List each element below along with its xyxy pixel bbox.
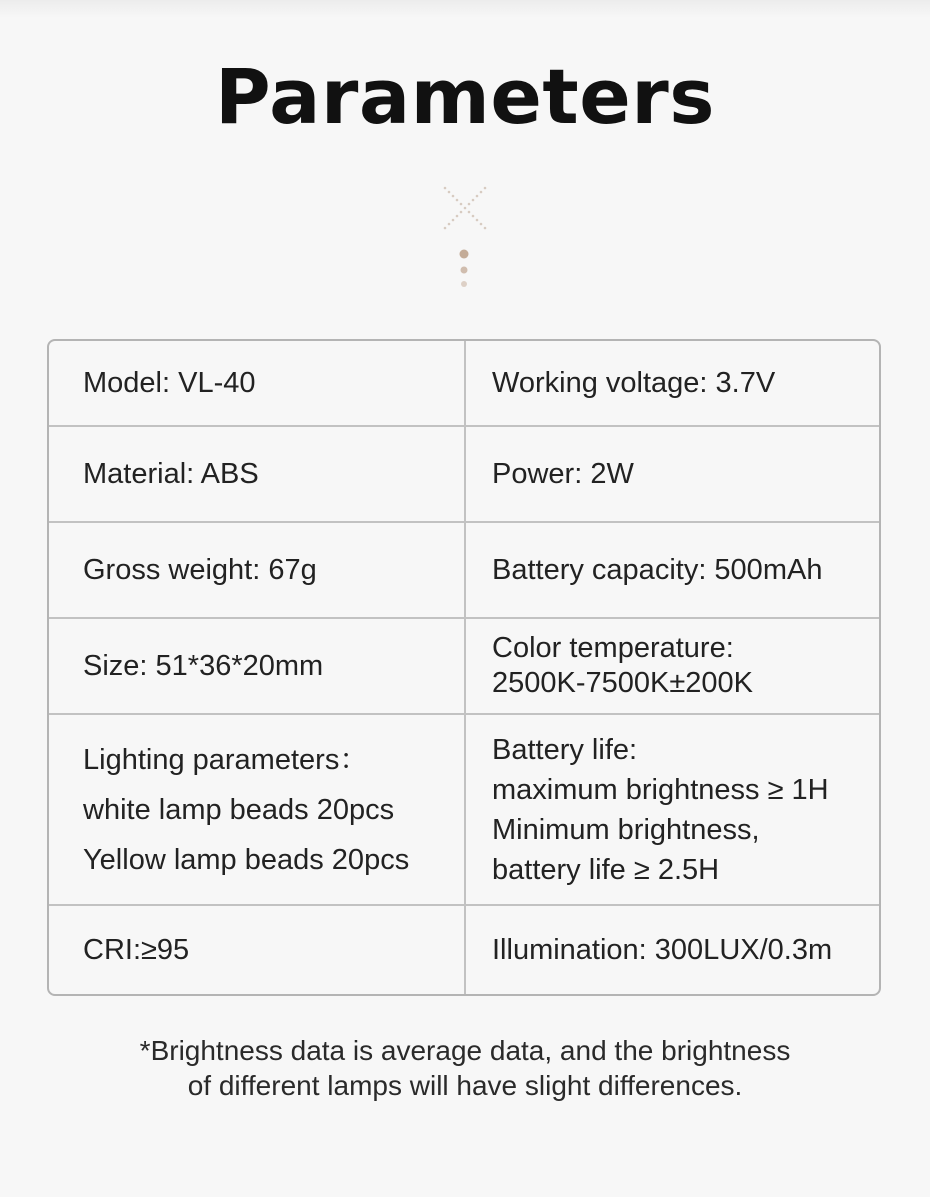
footnote-line: *Brightness data is average data, and the brightness — [139, 1035, 791, 1066]
spec-text: Color temperature: — [492, 632, 734, 664]
dotted-cross-icon — [444, 187, 487, 230]
spec-cell-battery-capacity — [466, 523, 879, 617]
decorative-ornament-icon — [440, 184, 490, 294]
footnote — [0, 1033, 930, 1103]
footnote-line: of different lamps will have slight differences. — [187, 1070, 743, 1101]
table-row — [49, 906, 879, 994]
spec-text: Model: VL-40 — [83, 366, 256, 399]
spec-cell-material — [49, 427, 466, 521]
spec-cell-model — [49, 341, 466, 425]
spec-cell-illumination — [466, 906, 879, 994]
table-row — [49, 427, 879, 523]
spec-text: Battery life: — [492, 733, 638, 766]
spec-text: Illumination: 300LUX/0.3m — [492, 933, 833, 966]
spec-text: Size: 51*36*20mm — [83, 649, 324, 682]
spec-cell-size — [49, 619, 466, 713]
spec-cell-power — [466, 427, 879, 521]
top-shade — [0, 0, 930, 18]
spec-text: Yellow lamp beads 20pcs — [83, 843, 410, 876]
spec-text: white lamp beads 20pcs — [83, 793, 395, 826]
page-title: Parameters — [214, 52, 716, 141]
spec-cell-battery-life — [466, 715, 879, 904]
spec-text: Gross weight: 67g — [83, 553, 317, 586]
spec-cell-color-temperature — [466, 619, 879, 713]
spec-cell-cri — [49, 906, 466, 994]
spec-text: Power: 2W — [492, 457, 634, 490]
spec-cell-gross-weight — [49, 523, 466, 617]
spec-text: Battery capacity: 500mAh — [492, 553, 823, 586]
table-row — [49, 523, 879, 619]
spec-text: maximum brightness ≥ 1H — [492, 773, 829, 806]
spec-text: 2500K-7500K±200K — [492, 667, 754, 699]
spec-table — [47, 339, 881, 996]
spec-cell-lighting-parameters — [49, 715, 466, 904]
spec-text: Lighting parameters： — [83, 743, 369, 776]
spec-text: Working voltage: 3.7V — [492, 366, 776, 399]
spec-text: battery life ≥ 2.5H — [492, 853, 720, 886]
spec-text: CRI:≥95 — [83, 933, 190, 966]
spec-cell-working-voltage — [466, 341, 879, 425]
spec-text: Minimum brightness, — [492, 813, 760, 846]
spec-text: Material: ABS — [83, 457, 259, 490]
table-row — [49, 341, 879, 427]
vertical-dots-icon — [460, 250, 469, 288]
table-row — [49, 619, 879, 715]
table-row — [49, 715, 879, 906]
